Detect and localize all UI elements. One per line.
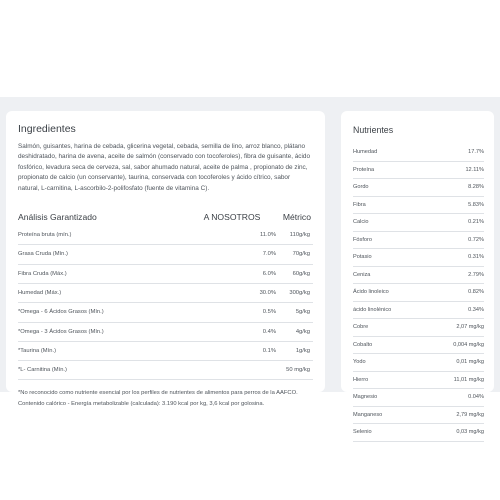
nutrient-name: Calcio <box>353 219 369 226</box>
nutrients-card <box>341 111 494 436</box>
analysis-table <box>18 226 313 380</box>
nutrients-heading: Nutrientes <box>353 125 394 135</box>
nutrient-value: 0,01 mg/kg <box>456 359 484 366</box>
analysis-table-header <box>18 211 313 223</box>
analysis-ours: 0.1% <box>262 347 276 354</box>
analysis-name: Fibra Cruda (Máx.) <box>18 270 67 277</box>
analysis-name: Proteína bruta (mín.) <box>18 232 72 239</box>
nutrient-value: 0,03 mg/kg <box>456 429 484 436</box>
analysis-metric: 4g/kg <box>295 328 310 335</box>
nutrient-name: Cobalto <box>353 341 373 348</box>
ingredients-analysis-card <box>6 111 325 408</box>
list-item <box>353 319 484 337</box>
table-row <box>18 361 313 380</box>
analysis-col-metric: Métrico <box>282 212 311 223</box>
list-item <box>353 144 484 162</box>
analysis-metric: 50 mg/kg <box>286 367 310 374</box>
nutrient-value: 12.11% <box>465 166 484 173</box>
nutrient-name: Ceniza <box>353 271 371 278</box>
nutrient-name: Gordo <box>353 184 369 191</box>
calorie-footnote: Contenido calórico - Energía metabolizable (calculada): 3.190 kcal por kg, 3,6 kcal por golosina. <box>18 401 265 408</box>
nutrient-name: Humedad <box>353 149 378 156</box>
analysis-ours: 30.0% <box>259 290 276 297</box>
ingredients-text: Salmón, guisantes, harina de cebada, glicerina vegetal, cebada, semilla de lino, arroz blanco, plátano deshidratado, harina de avena, aceite de salmón (conservado con tocoferoles), fibra de guisante, ácido fosfórico, levadura seca de cerveza, sal, sabor ahumado natural, aceite de palma , propionato de zinc, propionato de calcio (un conservante), taurina, conservada con tocoferoles y ácido cítrico, sabor natural, L-carnitina, L-ascorbilo-2-polifosfato (fuente de vitamina C). <box>18 143 311 192</box>
list-item <box>353 337 484 355</box>
analysis-metric: 70g/kg <box>292 251 310 258</box>
analysis-ours: 7.0% <box>262 251 276 258</box>
nutrient-value: 11,01 mg/kg <box>453 376 484 383</box>
nutrient-value: 5.83% <box>468 201 484 208</box>
aafco-footnote: *No reconocido como nutriente esencial por los perfiles de nutrientes de alimentos para perros de la AAFCO. <box>18 390 298 397</box>
analysis-metric: 5g/kg <box>295 309 310 316</box>
analysis-ours: 0.5% <box>262 309 276 316</box>
nutrient-name: Proteína <box>353 166 375 173</box>
nutrient-name: Yodo <box>353 359 366 366</box>
nutrient-name: Cobre <box>353 324 369 331</box>
list-item <box>353 249 484 267</box>
analysis-ours: 11.0% <box>259 232 276 239</box>
analysis-name: *Omega - 3 Ácidos Grasos (Mín.) <box>18 328 104 335</box>
analysis-ours: 6.0% <box>262 270 276 277</box>
list-item <box>353 232 484 250</box>
analysis-ours: 0.4% <box>262 328 276 335</box>
nutrient-value: 0,004 mg/kg <box>453 341 484 348</box>
analysis-col-ours: A NOSOTROS <box>203 212 261 223</box>
analysis-metric: 300g/kg <box>289 290 310 297</box>
analysis-name: *Taurina (Mín.) <box>18 347 57 354</box>
list-item <box>353 389 484 407</box>
nutrient-value: 0.21% <box>468 219 484 226</box>
list-item <box>353 214 484 232</box>
nutrient-value: 8.28% <box>468 184 484 191</box>
analysis-name: Humedad (Máx.) <box>18 290 62 297</box>
list-item <box>353 372 484 390</box>
table-row <box>18 265 313 284</box>
list-item <box>353 302 484 320</box>
nutrient-value: 2.79% <box>468 271 484 278</box>
nutrient-value: 0.72% <box>468 236 484 243</box>
nutrient-value: 2,79 mg/kg <box>456 411 484 418</box>
nutrients-list <box>353 144 484 442</box>
ingredients-heading: Ingredientes <box>18 123 76 135</box>
nutrient-value: 2,07 mg/kg <box>456 324 484 331</box>
table-row <box>18 303 313 322</box>
list-item <box>353 267 484 285</box>
nutrient-name: Magnesio <box>353 394 378 401</box>
analysis-metric: 110g/kg <box>289 232 310 239</box>
table-row <box>18 342 313 361</box>
list-item <box>353 179 484 197</box>
list-item <box>353 424 484 442</box>
list-item <box>353 354 484 372</box>
table-row <box>18 245 313 264</box>
nutrient-value: 0.34% <box>468 306 484 313</box>
analysis-metric: 60g/kg <box>292 270 310 277</box>
nutrient-name: Potasio <box>353 254 372 261</box>
nutrient-value: 17.7% <box>468 149 484 156</box>
nutrient-name: Fósforo <box>353 236 372 243</box>
list-item <box>353 407 484 425</box>
table-row <box>18 284 313 303</box>
analysis-name: *Omega - 6 Ácidos Grasos (Mín.) <box>18 309 104 316</box>
table-row <box>18 323 313 342</box>
list-item <box>353 197 484 215</box>
analysis-name: *L- Carnitina (Mín.) <box>18 367 67 374</box>
nutrient-value: 0.31% <box>468 254 484 261</box>
analysis-heading: Análisis Garantizado <box>18 212 97 223</box>
analysis-name: Grasa Cruda (Mín.) <box>18 251 68 258</box>
nutrient-name: Selenio <box>353 429 372 436</box>
nutrient-name: Ácido linoleico <box>353 289 389 296</box>
analysis-metric: 1g/kg <box>295 347 310 354</box>
nutrient-name: Hierro <box>353 376 369 383</box>
analysis-footnotes <box>18 388 313 410</box>
nutrient-name: Manganeso <box>353 411 383 418</box>
nutrient-value: 0.04% <box>468 394 484 401</box>
list-item <box>353 162 484 180</box>
list-item <box>353 284 484 302</box>
nutrient-name: ácido linolénico <box>353 306 392 313</box>
table-row <box>18 226 313 245</box>
nutrient-value: 0.82% <box>468 289 484 296</box>
nutrient-name: Fibra <box>353 201 366 208</box>
